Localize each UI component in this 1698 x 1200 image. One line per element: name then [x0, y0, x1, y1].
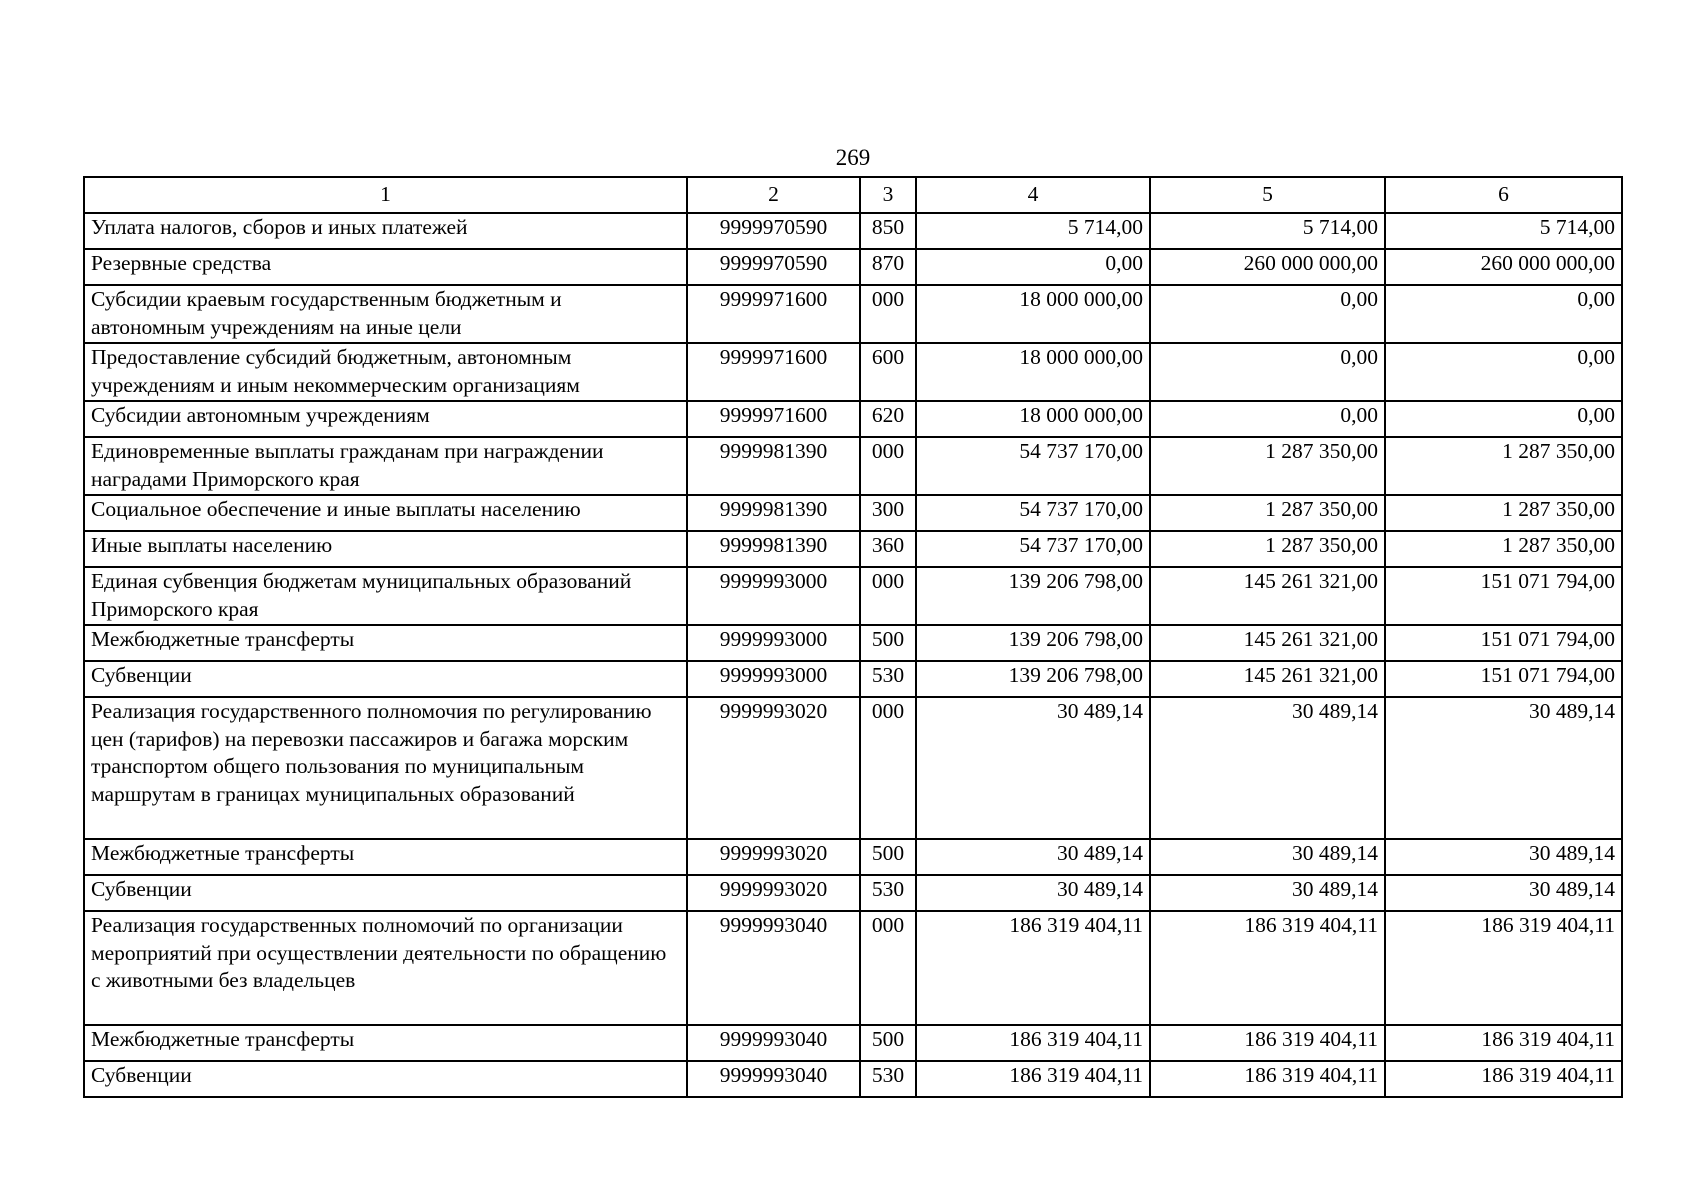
row-type: 600 [860, 343, 916, 401]
row-name: Предоставление субсидий бюджетным, автономным учреждениям и иным некоммерческим организациям [84, 343, 687, 401]
row-amount-6: 1 287 350,00 [1385, 437, 1622, 495]
row-name: Единая субвенция бюджетам муниципальных образований Приморского края [84, 567, 687, 625]
row-amount-5: 260 000 000,00 [1150, 249, 1385, 285]
row-amount-6: 186 319 404,11 [1385, 1025, 1622, 1061]
row-amount-4: 30 489,14 [916, 875, 1150, 911]
table-row [84, 249, 1622, 285]
row-amount-6: 151 071 794,00 [1385, 567, 1622, 625]
row-amount-6: 0,00 [1385, 401, 1622, 437]
table-row [84, 437, 1622, 495]
row-amount-6: 30 489,14 [1385, 697, 1622, 839]
column-header-4: 4 [916, 177, 1150, 213]
row-name: Социальное обеспечение и иные выплаты населению [84, 495, 687, 531]
row-amount-4: 54 737 170,00 [916, 531, 1150, 567]
row-type: 000 [860, 567, 916, 625]
row-name: Межбюджетные трансферты [84, 1025, 687, 1061]
table-row [84, 839, 1622, 875]
row-amount-4: 30 489,14 [916, 697, 1150, 839]
row-amount-5: 186 319 404,11 [1150, 1061, 1385, 1097]
row-amount-5: 145 261 321,00 [1150, 661, 1385, 697]
row-name: Уплата налогов, сборов и иных платежей [84, 213, 687, 249]
row-amount-6: 30 489,14 [1385, 839, 1622, 875]
row-amount-4: 30 489,14 [916, 839, 1150, 875]
column-header-1: 1 [84, 177, 687, 213]
row-type: 000 [860, 437, 916, 495]
row-code: 9999971600 [687, 401, 860, 437]
row-code: 9999993040 [687, 1025, 860, 1061]
row-amount-5: 0,00 [1150, 401, 1385, 437]
table-row [84, 343, 1622, 401]
row-code: 9999993020 [687, 875, 860, 911]
row-code: 9999993000 [687, 567, 860, 625]
row-amount-6: 186 319 404,11 [1385, 1061, 1622, 1097]
row-amount-4: 139 206 798,00 [916, 661, 1150, 697]
row-amount-6: 30 489,14 [1385, 875, 1622, 911]
row-name: Субсидии краевым государственным бюджетным и автономным учреждениям на иные цели [84, 285, 687, 343]
row-amount-6: 5 714,00 [1385, 213, 1622, 249]
row-code: 9999981390 [687, 437, 860, 495]
row-type: 620 [860, 401, 916, 437]
table-row [84, 531, 1622, 567]
row-name: Межбюджетные трансферты [84, 625, 687, 661]
row-amount-6: 260 000 000,00 [1385, 249, 1622, 285]
row-type: 000 [860, 911, 916, 1025]
row-amount-6: 186 319 404,11 [1385, 911, 1622, 1025]
column-header-2: 2 [687, 177, 860, 213]
row-amount-4: 54 737 170,00 [916, 437, 1150, 495]
row-code: 9999993020 [687, 697, 860, 839]
row-name: Субсидии автономным учреждениям [84, 401, 687, 437]
row-code: 9999993040 [687, 1061, 860, 1097]
row-name: Резервные средства [84, 249, 687, 285]
row-code: 9999981390 [687, 531, 860, 567]
row-code: 9999993020 [687, 839, 860, 875]
row-amount-4: 18 000 000,00 [916, 343, 1150, 401]
row-code: 9999993000 [687, 661, 860, 697]
row-type: 500 [860, 1025, 916, 1061]
row-type: 530 [860, 875, 916, 911]
row-amount-5: 30 489,14 [1150, 839, 1385, 875]
row-type: 870 [860, 249, 916, 285]
row-name: Субвенции [84, 1061, 687, 1097]
row-name: Единовременные выплаты гражданам при награждении наградами Приморского края [84, 437, 687, 495]
row-amount-5: 1 287 350,00 [1150, 495, 1385, 531]
row-amount-5: 186 319 404,11 [1150, 1025, 1385, 1061]
row-amount-6: 0,00 [1385, 285, 1622, 343]
budget-table [83, 176, 1623, 1098]
row-amount-4: 54 737 170,00 [916, 495, 1150, 531]
row-amount-4: 18 000 000,00 [916, 401, 1150, 437]
table-row [84, 911, 1622, 1025]
row-amount-6: 151 071 794,00 [1385, 661, 1622, 697]
row-amount-5: 5 714,00 [1150, 213, 1385, 249]
row-code: 9999971600 [687, 285, 860, 343]
row-amount-4: 186 319 404,11 [916, 1061, 1150, 1097]
row-type: 000 [860, 697, 916, 839]
row-code: 9999993000 [687, 625, 860, 661]
row-name: Субвенции [84, 661, 687, 697]
row-amount-5: 1 287 350,00 [1150, 531, 1385, 567]
row-type: 500 [860, 839, 916, 875]
table-row [84, 1025, 1622, 1061]
row-type: 360 [860, 531, 916, 567]
row-amount-5: 30 489,14 [1150, 875, 1385, 911]
table-row [84, 567, 1622, 625]
table-row [84, 697, 1622, 839]
row-type: 500 [860, 625, 916, 661]
row-code: 9999981390 [687, 495, 860, 531]
table-row [84, 285, 1622, 343]
row-amount-5: 0,00 [1150, 343, 1385, 401]
row-amount-5: 1 287 350,00 [1150, 437, 1385, 495]
row-amount-4: 139 206 798,00 [916, 625, 1150, 661]
row-amount-6: 151 071 794,00 [1385, 625, 1622, 661]
row-name: Реализация государственного полномочия по регулированию цен (тарифов) на перевозки пассажиров и багажа морским транспортом общего пользования по муниципальным маршрутам в границах муниципальных образований [84, 697, 687, 839]
table-row [84, 401, 1622, 437]
row-amount-4: 186 319 404,11 [916, 1025, 1150, 1061]
row-amount-5: 145 261 321,00 [1150, 625, 1385, 661]
column-header-3: 3 [860, 177, 916, 213]
table-row [84, 661, 1622, 697]
row-amount-6: 1 287 350,00 [1385, 495, 1622, 531]
table-row [84, 495, 1622, 531]
row-name: Субвенции [84, 875, 687, 911]
row-type: 850 [860, 213, 916, 249]
column-header-5: 5 [1150, 177, 1385, 213]
row-name: Межбюджетные трансферты [84, 839, 687, 875]
row-name: Иные выплаты населению [84, 531, 687, 567]
row-code: 9999971600 [687, 343, 860, 401]
table-row [84, 213, 1622, 249]
row-code: 9999970590 [687, 249, 860, 285]
row-amount-5: 0,00 [1150, 285, 1385, 343]
column-header-6: 6 [1385, 177, 1622, 213]
row-amount-4: 0,00 [916, 249, 1150, 285]
row-name: Реализация государственных полномочий по организации мероприятий при осуществлении деятельности по обращению с животными без владельцев [84, 911, 687, 1025]
row-code: 9999970590 [687, 213, 860, 249]
page-number: 269 [835, 145, 871, 170]
row-amount-6: 1 287 350,00 [1385, 531, 1622, 567]
table-row [84, 1061, 1622, 1097]
row-amount-6: 0,00 [1385, 343, 1622, 401]
header-row [84, 177, 1622, 213]
row-amount-4: 186 319 404,11 [916, 911, 1150, 1025]
table-row [84, 875, 1622, 911]
row-type: 300 [860, 495, 916, 531]
row-amount-5: 30 489,14 [1150, 697, 1385, 839]
row-type: 000 [860, 285, 916, 343]
row-type: 530 [860, 661, 916, 697]
row-code: 9999993040 [687, 911, 860, 1025]
row-amount-5: 145 261 321,00 [1150, 567, 1385, 625]
row-amount-4: 18 000 000,00 [916, 285, 1150, 343]
row-amount-4: 139 206 798,00 [916, 567, 1150, 625]
table-row [84, 625, 1622, 661]
row-amount-4: 5 714,00 [916, 213, 1150, 249]
row-type: 530 [860, 1061, 916, 1097]
row-amount-5: 186 319 404,11 [1150, 911, 1385, 1025]
